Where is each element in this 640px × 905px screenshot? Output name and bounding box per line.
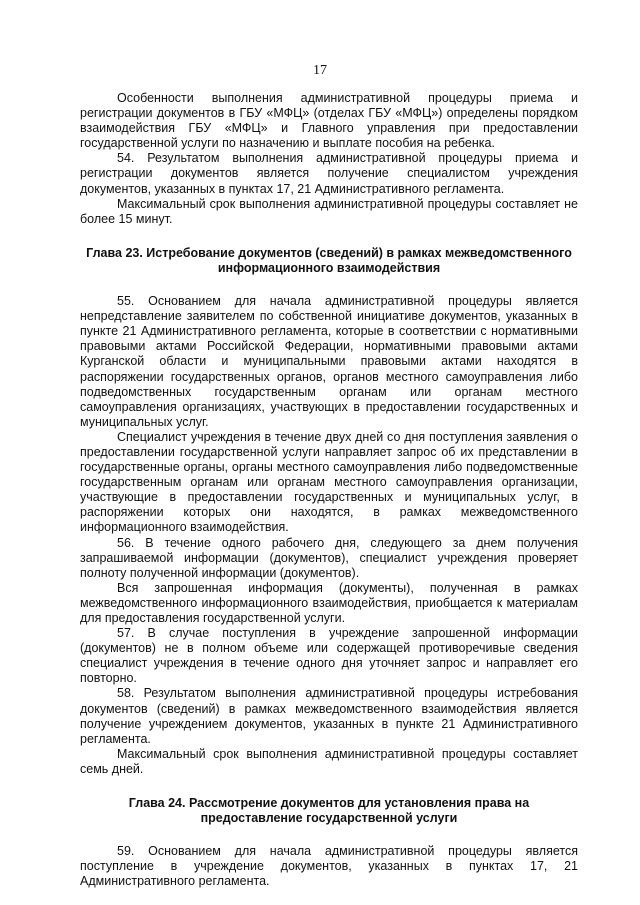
- paragraph-57: 57. В случае поступления в учреждение запрошенной информации (документов) не в полном объеме или содержащей противоречивые сведения специалист учреждения в течение одного дня уточняет запрос и направляет его повторно.: [80, 626, 578, 686]
- document-body: [80, 91, 578, 890]
- paragraph-54: 54. Результатом выполнения административной процедуры приема и регистрации документов является получение специалистом учреждения документов, указанных в пунктах 17, 21 Административного регламента.: [80, 151, 578, 196]
- paragraph-55: 55. Основанием для начала административной процедуры является непредставление заявителем по собственной инициативе документов, указанных в пункте 21 Административного регламента, которые в соответствии с нормативными правовыми актами Российской Федерации, нормативными правовыми актами Курганской области и муниципальными правовыми актами находятся в распоряжении государственных органов, органов местного самоуправления либо подведомственных государственным органам или органам местного самоуправления организациях, участвующих в предоставлении государственных и муниципальных услуг.: [80, 294, 578, 429]
- chapter-24-heading: Глава 24. Рассмотрение документов для установления права на предоставление государственной услуги: [128, 796, 530, 826]
- paragraph-56: 56. В течение одного рабочего дня, следующего за днем получения запрашиваемой информации (документов), специалист учреждения проверяет полноту полученной информации (документов).: [80, 535, 578, 580]
- paragraph-mfc-features: Особенности выполнения административной процедуры приема и регистрации документов в ГБУ «МФЦ» (отделах ГБУ «МФЦ») определены порядком взаимодействия ГБУ «МФЦ» и Главного управления при предоставлении государственной услуги по назначению и выплате пособия на ребенка.: [80, 91, 578, 151]
- paragraph-max-term-7-days: Максимальный срок выполнения административной процедуры составляет семь дней.: [80, 746, 578, 776]
- paragraph-specialist-request: Специалист учреждения в течение двух дней со дня поступления заявления о предоставлении государственной услуги направляет запрос об их представлении в государственные органы, органы местного самоуправления либо подведомственные государственным органам или органам местного самоуправления организации, участвующие в предоставлении государственных и муниципальных услуг, в распоряжении которых они находятся, в рамках межведомственного информационного взаимодействия.: [80, 429, 578, 535]
- page-number: 17: [313, 63, 327, 78]
- paragraph-requested-info: Вся запрошенная информация (документы), полученная в рамках межведомственного информационного взаимодействия, приобщается к материалам для предоставления государственной услуги.: [80, 580, 578, 625]
- paragraph-58: 58. Результатом выполнения административной процедуры истребования документов (сведений) в рамках межведомственного взаимодействия является получение учреждением документов, указанных в пункте 21 Административного регламента.: [80, 686, 578, 746]
- paragraph-59: 59. Основанием для начала административной процедуры является поступление в учреждение документов, указанных в пунктах 17, 21 Административного регламента.: [80, 844, 578, 889]
- paragraph-max-term-15-min: Максимальный срок выполнения административной процедуры составляет не более 15 минут.: [80, 196, 578, 226]
- chapter-23-heading: Глава 23. Истребование документов (сведений) в рамках межведомственного информационного взаимодействия: [86, 245, 572, 275]
